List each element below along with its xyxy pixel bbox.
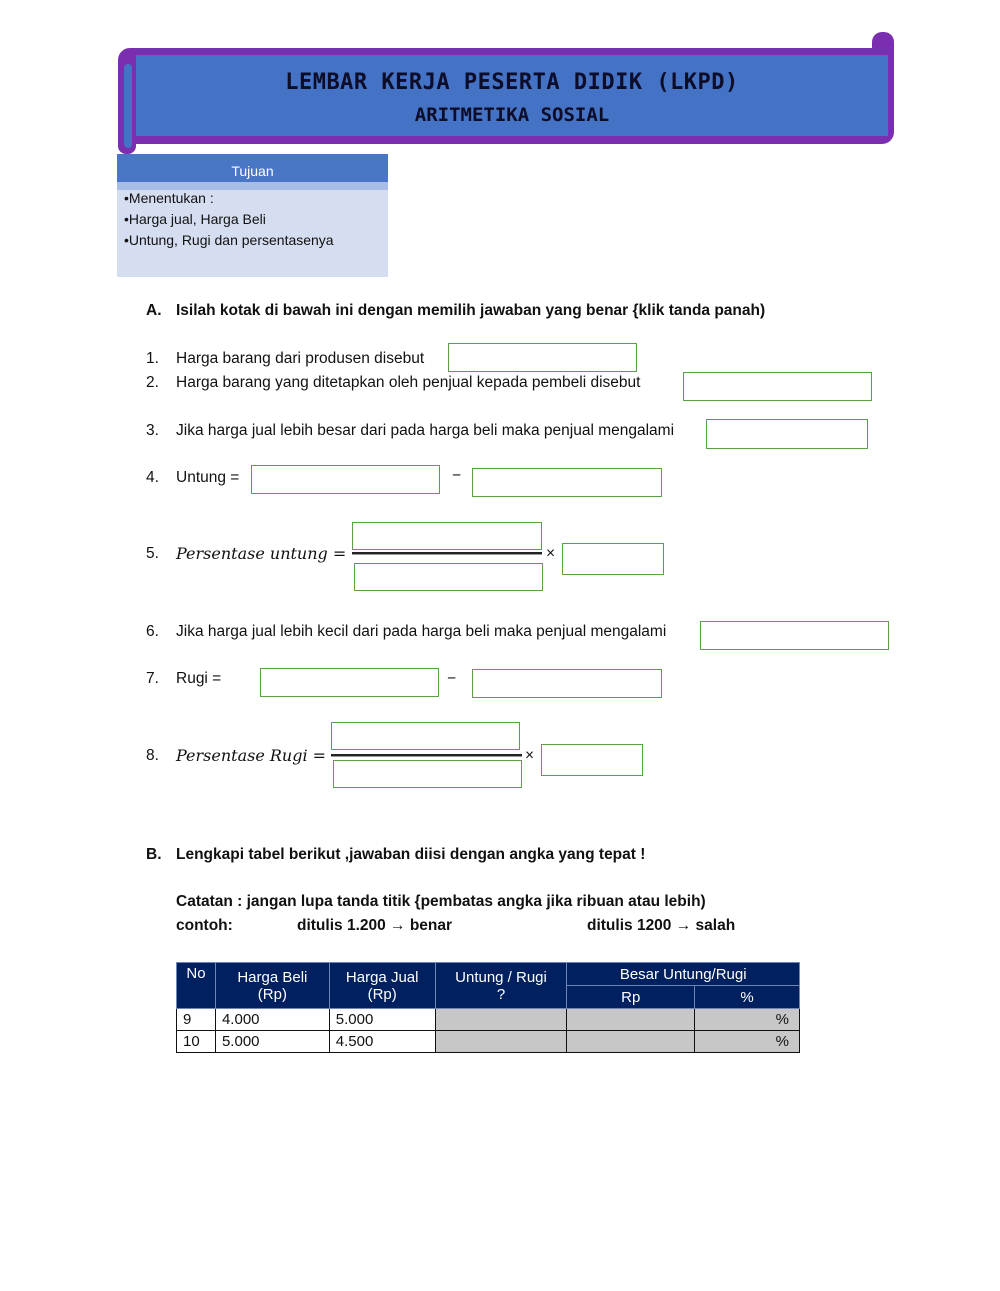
table-row <box>177 1031 800 1053</box>
cell-no: 9 <box>177 1009 216 1031</box>
col-harga-jual: Harga Jual (Rp) <box>329 963 435 1009</box>
cell-harga-beli: 4.000 <box>215 1009 329 1031</box>
q3-answer-dropdown[interactable] <box>706 419 868 449</box>
page-title: LEMBAR KERJA PESERTA DIDIK (LKPD) <box>285 70 739 95</box>
q4-answer-dropdown-2[interactable] <box>472 468 662 497</box>
q6-number: 6. <box>146 623 159 640</box>
col-harga-beli: Harga Beli (Rp) <box>215 963 329 1009</box>
example-label: contoh: <box>176 917 233 934</box>
cell-harga-jual: 5.000 <box>329 1009 435 1031</box>
cell-harga-beli: 5.000 <box>215 1031 329 1053</box>
q6-answer-dropdown[interactable] <box>700 621 889 650</box>
banner-scroll-edge-inner <box>124 64 132 148</box>
q5-number: 5. <box>146 545 159 562</box>
q7-answer-dropdown-1[interactable] <box>260 668 439 697</box>
col-percent: % <box>695 986 800 1009</box>
tujuan-item: •Untung, Rugi dan persentasenya <box>124 232 334 248</box>
q2-number: 2. <box>146 374 159 391</box>
example-wrong: ditulis 1200 → salah <box>587 917 736 934</box>
q5-denominator-dropdown[interactable] <box>354 563 543 591</box>
section-a-instruction: Isilah kotak di bawah ini dengan memilih jawaban yang benar {klik tanda panah) <box>176 302 766 319</box>
q4-minus: − <box>452 467 462 484</box>
cell-harga-jual: 4.500 <box>329 1031 435 1053</box>
q2-answer-dropdown[interactable] <box>683 372 872 401</box>
q8-numerator-dropdown[interactable] <box>331 722 520 750</box>
col-rp: Rp <box>567 986 695 1009</box>
cell-percent-input[interactable]: % <box>695 1031 800 1053</box>
q8-fraction-line <box>331 754 522 757</box>
section-a-label: A. <box>146 302 162 319</box>
tujuan-item: •Menentukan : <box>124 190 214 206</box>
q4-number: 4. <box>146 469 159 486</box>
q7-number: 7. <box>146 670 159 687</box>
cell-percent-input[interactable]: % <box>695 1009 800 1031</box>
q8-multiplier-dropdown[interactable] <box>541 744 643 776</box>
col-no: No <box>177 963 216 1009</box>
page-subtitle: ARITMETIKA SOSIAL <box>414 104 610 126</box>
section-b-note: Catatan : jangan lupa tanda titik {pembatas angka jika ribuan atau lebih) <box>176 893 706 910</box>
table-header-row <box>177 963 800 986</box>
q1-answer-dropdown[interactable] <box>448 343 637 372</box>
q8-denominator-dropdown[interactable] <box>333 760 522 788</box>
q7-answer-dropdown-2[interactable] <box>472 669 662 698</box>
q7-text: Rugi = <box>176 670 222 687</box>
q5-formula-label: Persentase untung = <box>176 544 347 563</box>
q4-answer-dropdown-1[interactable] <box>251 465 440 494</box>
col-besar-untung-rugi: Besar Untung/Rugi <box>567 963 800 986</box>
col-untung-rugi: Untung / Rugi ? <box>435 963 567 1009</box>
q3-text: Jika harga jual lebih besar dari pada harga beli maka penjual mengalami <box>176 422 675 439</box>
cell-no: 10 <box>177 1031 216 1053</box>
q8-times: × <box>525 747 535 764</box>
cell-untung-rugi-input[interactable] <box>435 1009 567 1031</box>
q2-text: Harga barang yang ditetapkan oleh penjual kepada pembeli disebut <box>176 374 641 391</box>
cell-rp-input[interactable] <box>567 1009 695 1031</box>
table-row <box>177 1009 800 1031</box>
q3-number: 3. <box>146 422 159 439</box>
profit-loss-table <box>176 962 800 1053</box>
q5-multiplier-dropdown[interactable] <box>562 543 664 575</box>
q5-times: × <box>546 545 556 562</box>
q7-minus: − <box>447 670 457 687</box>
q5-fraction-line <box>352 552 542 555</box>
q1-number: 1. <box>146 350 159 367</box>
section-b-instruction: Lengkapi tabel berikut ,jawaban diisi dengan angka yang tepat ! <box>176 846 646 863</box>
tujuan-heading: Tujuan <box>117 154 388 182</box>
cell-rp-input[interactable] <box>567 1031 695 1053</box>
q6-text: Jika harga jual lebih kecil dari pada harga beli maka penjual mengalami <box>176 623 667 640</box>
q8-number: 8. <box>146 747 159 764</box>
section-b-label: B. <box>146 846 162 863</box>
example-correct: ditulis 1.200 → benar <box>297 917 453 934</box>
q4-text: Untung = <box>176 469 240 486</box>
q1-text: Harga barang dari produsen disebut <box>176 350 425 367</box>
tujuan-item: •Harga jual, Harga Beli <box>124 211 266 227</box>
q8-formula-label: Persentase Rugi = <box>176 746 327 765</box>
cell-untung-rugi-input[interactable] <box>435 1031 567 1053</box>
q5-numerator-dropdown[interactable] <box>352 522 542 550</box>
